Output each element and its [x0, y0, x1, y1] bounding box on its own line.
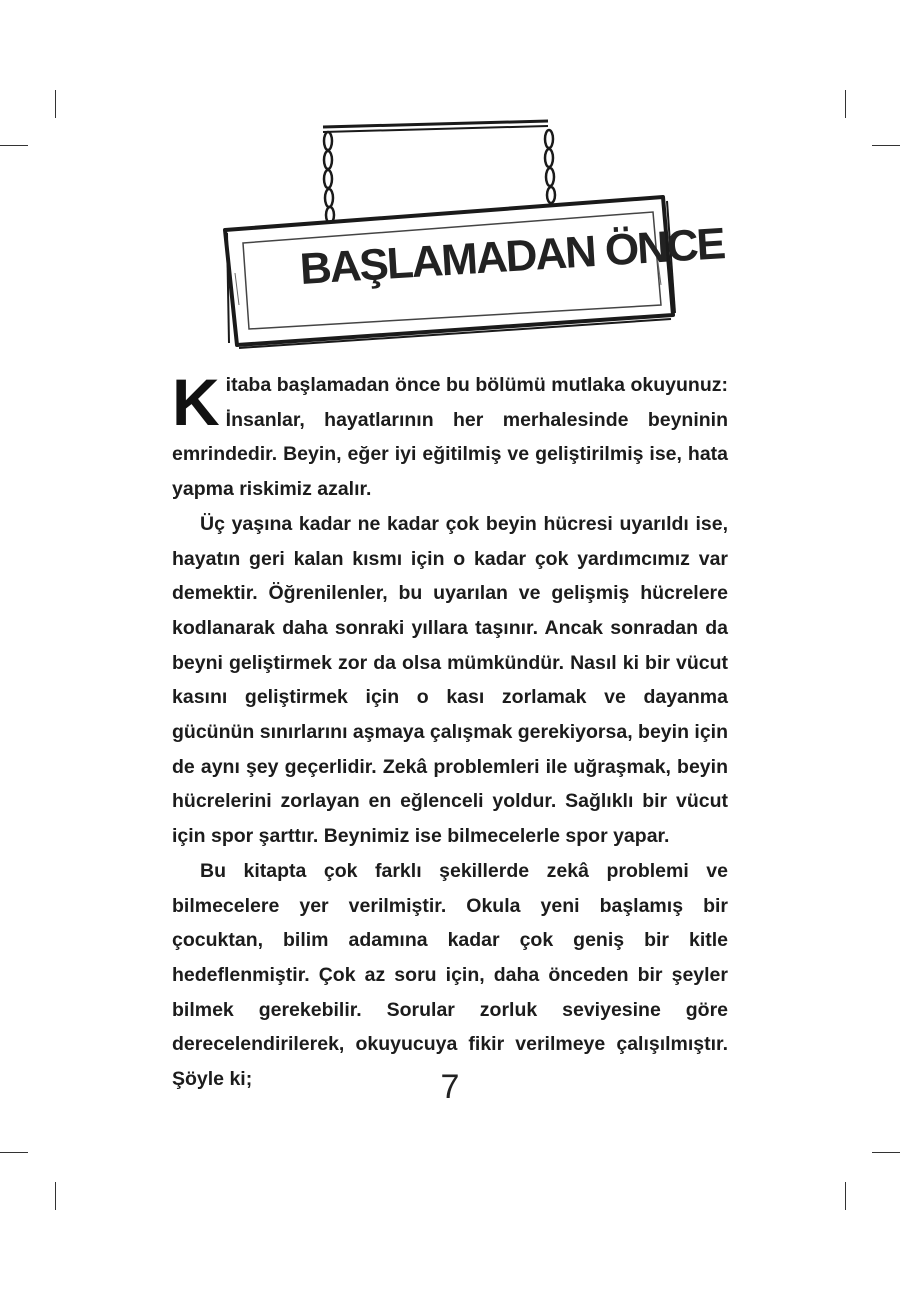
- chain-icon: [545, 130, 555, 203]
- chain-icon: [324, 132, 334, 223]
- crop-mark: [845, 1182, 846, 1210]
- crop-mark: [55, 90, 56, 118]
- body-text: [172, 365, 728, 1097]
- page-number: 7: [440, 1068, 460, 1106]
- paragraph: Bu kitapta çok farklı şekillerde zekâ problemi ve bilmecelere yer verilmiştir. Okula yeni başlamış bir çocuktan, bilim adamına kadar çok geniş bir kitle hedeflenmiştir. Çok az soru için, daha önceden bir şeyler bilmek gerekebilir. Sorular zorluk seviyesine göre derecelendirilerek, okuyucuya fikir verilmeye çalışılmıştır. Şöyle ki;: [172, 859, 728, 1091]
- crop-mark: [55, 1182, 56, 1210]
- crop-mark: [0, 145, 28, 146]
- crop-mark: [872, 145, 900, 146]
- drop-cap: K: [172, 365, 220, 439]
- crop-mark: [872, 1152, 900, 1153]
- paragraph-text: itaba başlamadan önce bu bölümü mutlaka okuyunuz: İnsanlar, hayatlarının her merhalesinde beyninin emrindedir. Beyin, eğer iyi eğitilmiş ve geliştirilmiş ise, hata yapma riskimiz azalır.: [172, 374, 728, 501]
- section-title: BAŞLAMADAN ÖNCE: [298, 219, 726, 294]
- paragraph: Üç yaşına kadar ne kadar çok beyin hücresi uyarıldı ise, hayatın geri kalan kısmı için o kadar çok yardımcımız var demektir. Öğrenilenler, bu uyarılan ve gelişmiş hücrelere kodlanarak daha sonraki yıllara taşınır. Ancak sonradan da beyni geliştirmek zor da olsa mümkündür. Nasıl ki bir vücut kasını geliştirmek için o kası zorlamak ve dayanma gücünün sınırlarını aşmaya çalışmak gerekiyorsa, beyin için de aynı şey geçerlidir. Zekâ problemleri ile uğraşmak, beyin hücrelerini zorlayan en eğlenceli yoldur. Sağlıklı bir vücut için spor şarttır. Beynimiz ise bilmecelerle spor yapar.: [172, 512, 728, 848]
- crop-mark: [0, 1152, 28, 1153]
- paragraph: [172, 365, 728, 507]
- crop-mark: [845, 90, 846, 118]
